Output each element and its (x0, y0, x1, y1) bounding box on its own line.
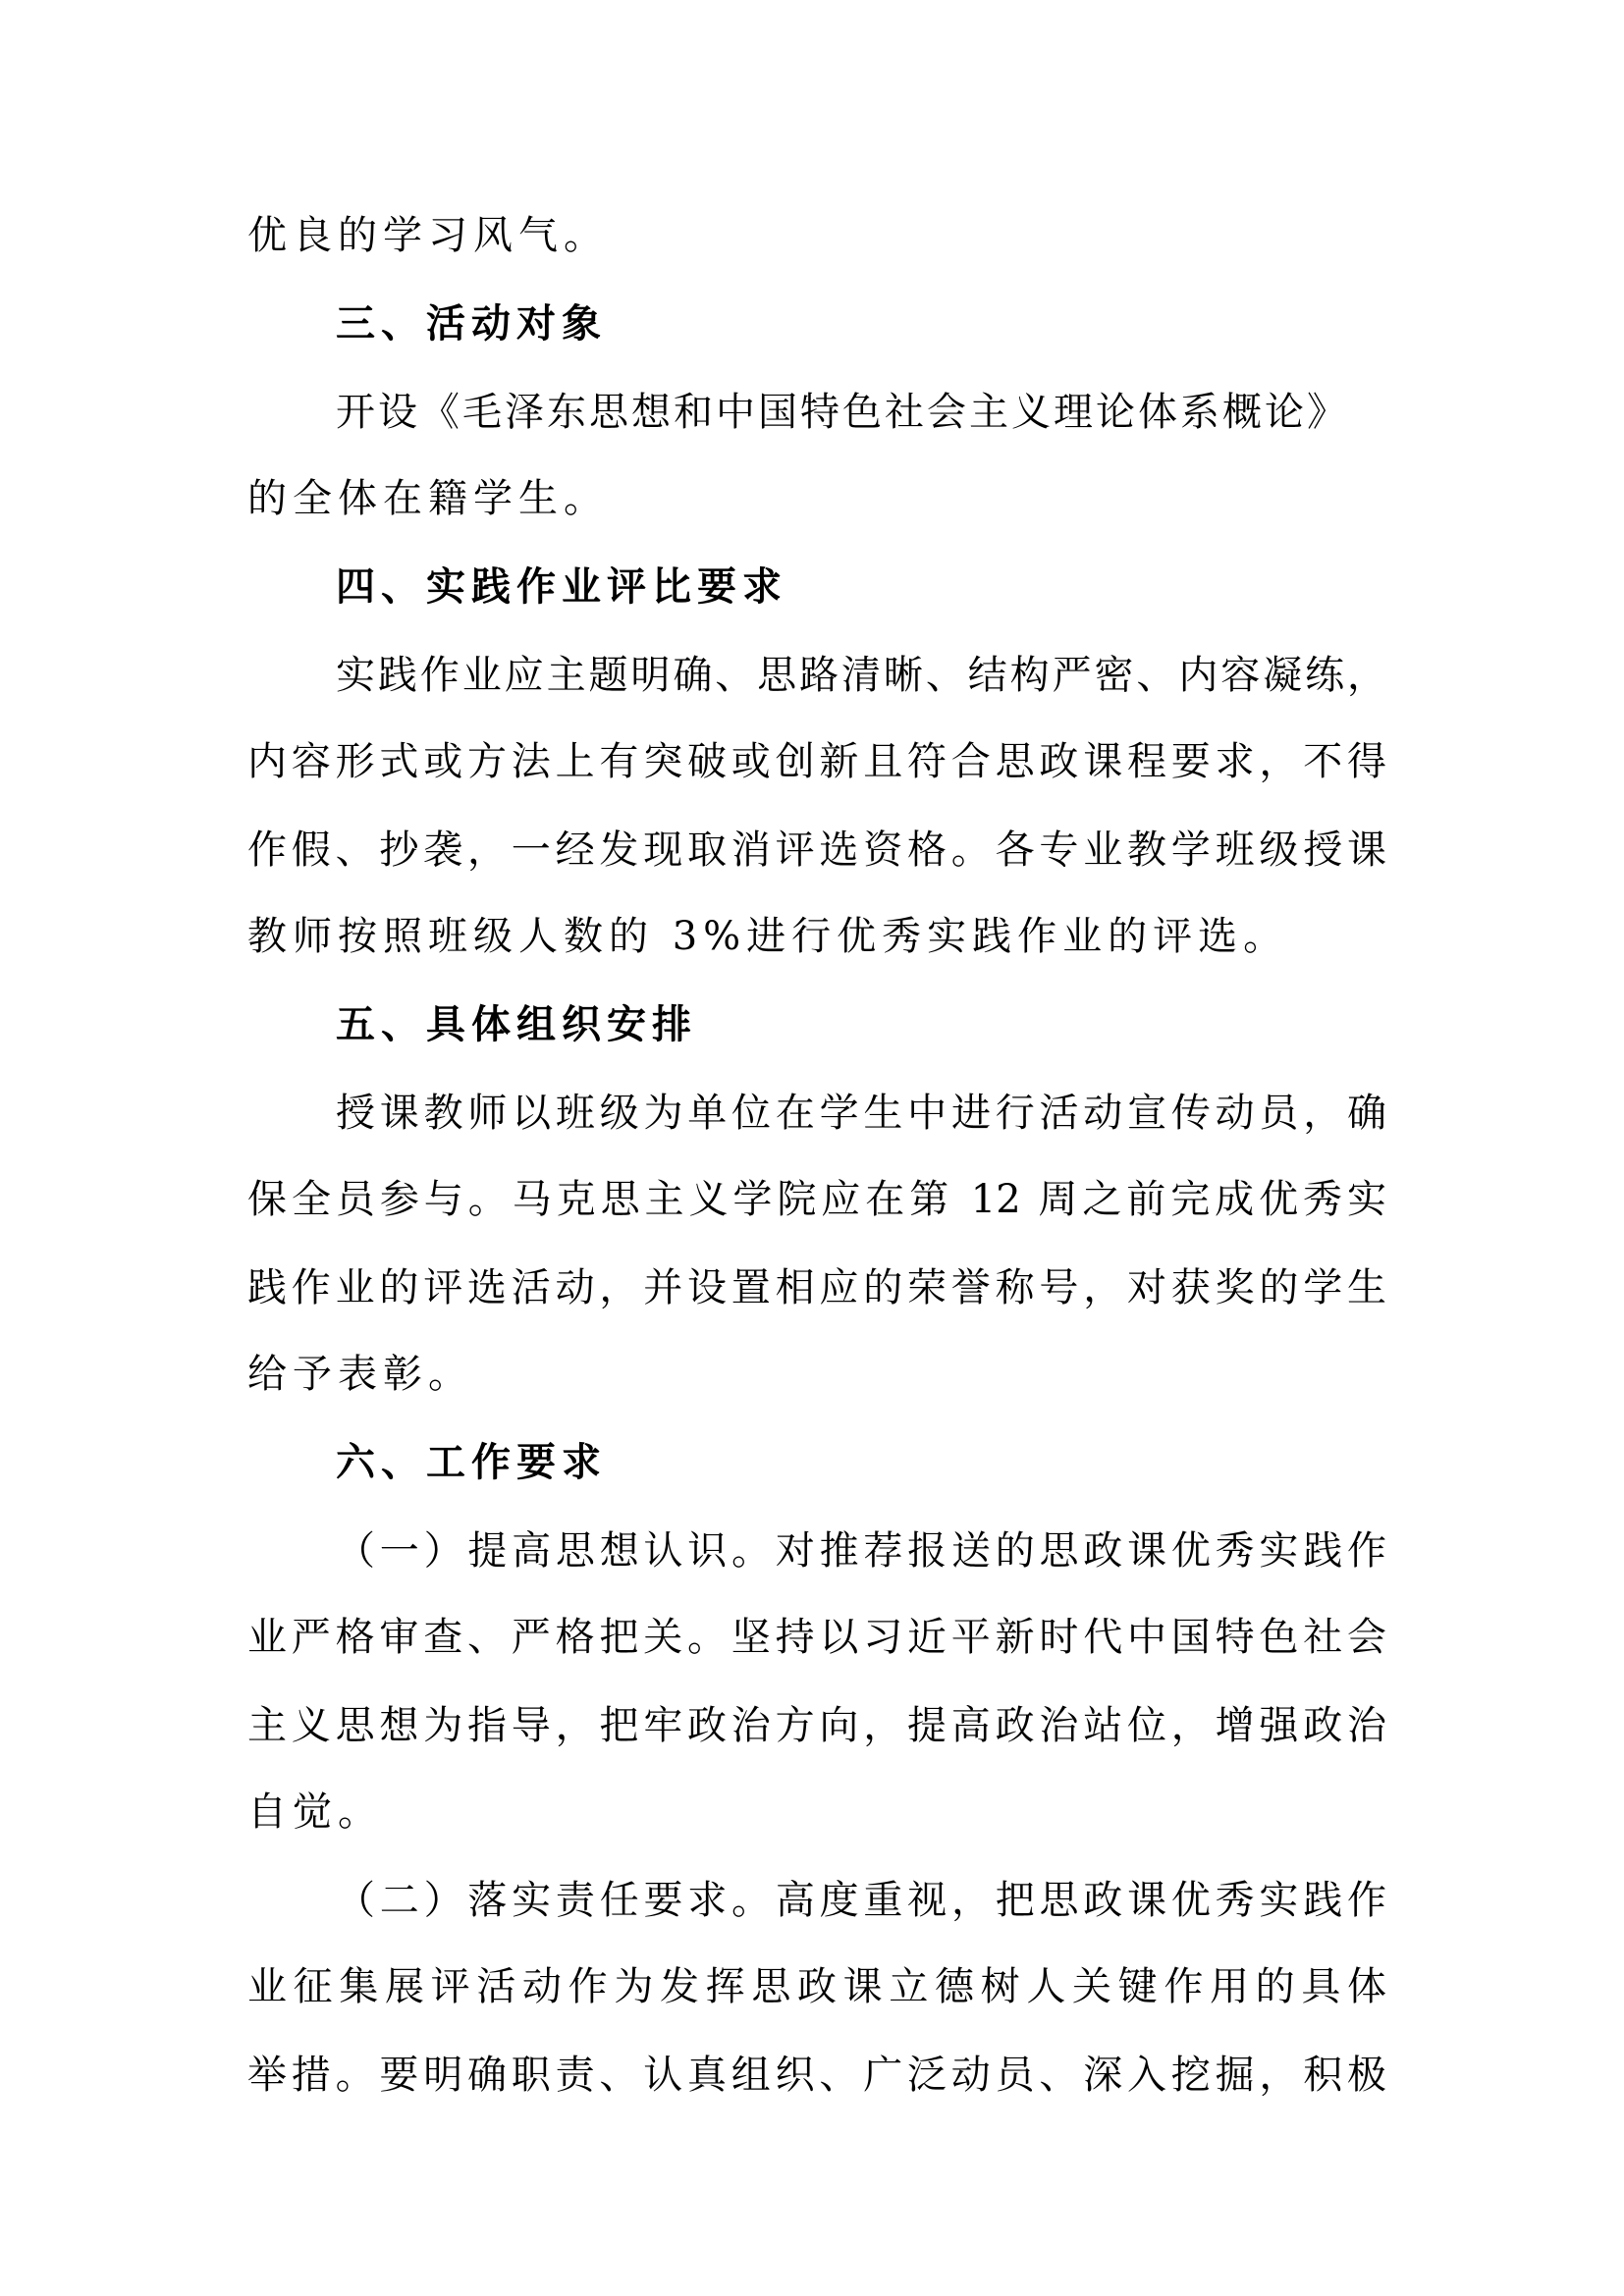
body-text-line: （一）提高思想认识。对推荐报送的思政课优秀实践作 (336, 1528, 1386, 1574)
body-text-line: 业严格审查、严格把关。坚持以习近平新时代中国特色社会 (247, 1615, 1386, 1660)
section-heading-5: 五、具体组织安排 (336, 1001, 697, 1047)
body-text-line: 授课教师以班级为单位在学生中进行活动宣传动员，确 (336, 1091, 1386, 1136)
body-text-line: 的全体在籍学生。 (247, 476, 609, 521)
body-text-line: 举措。要明确职责、认真组织、广泛动员、深入挖掘，积极 (247, 2053, 1386, 2098)
section-heading-4: 四、实践作业评比要求 (336, 563, 787, 610)
body-text-line: 内容形式或方法上有突破或创新且符合思政课程要求，不得 (247, 739, 1386, 784)
body-text-line: 自觉。 (247, 1789, 383, 1835)
body-text-line: 给予表彰。 (247, 1352, 473, 1397)
body-text-line: 作假、抄袭，一经发现取消评选资格。各专业教学班级授课 (247, 828, 1386, 873)
body-text-line: （二）落实责任要求。高度重视，把思政课优秀实践作 (336, 1878, 1386, 1923)
section-heading-6: 六、工作要求 (336, 1439, 607, 1485)
body-text-line: 保全员参与。马克思主义学院应在第 12 周之前完成优秀实 (247, 1177, 1386, 1222)
body-text-line: 教师按照班级人数的 3%进行优秀实践作业的评选。 (247, 914, 1289, 959)
body-text-line: 主义思想为指导，把牢政治方向，提高政治站位，增强政治 (247, 1703, 1386, 1748)
body-text-line: 实践作业应主题明确、思路清晰、结构严密、内容凝练， (336, 653, 1386, 698)
body-text-line: 开设《毛泽东思想和中国特色社会主义理论体系概论》 (336, 390, 1349, 435)
body-text-line: 优良的学习风气。 (247, 213, 609, 258)
body-text-line: 践作业的评选活动，并设置相应的荣誉称号，对获奖的学生 (247, 1265, 1386, 1310)
body-text-line: 业征集展评活动作为发挥思政课立德树人关键作用的具体 (247, 1964, 1386, 2009)
section-heading-3: 三、活动对象 (336, 300, 607, 347)
